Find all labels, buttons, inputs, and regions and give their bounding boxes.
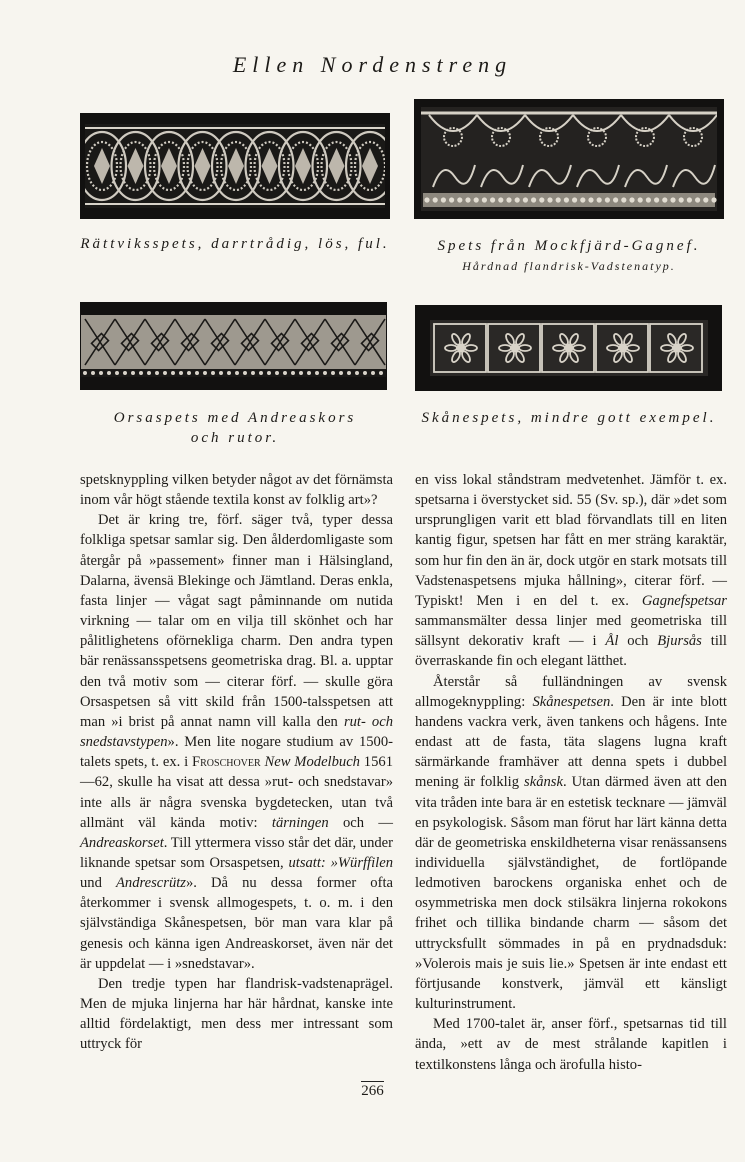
- caption-subtext: Hårdnad flandrisk-Vadstenatyp.: [462, 259, 676, 273]
- caption-text: Orsaspets med Andreaskors: [113, 410, 357, 426]
- lace-photo-rattvik: [80, 113, 390, 219]
- lace-pattern-flower-icon: [430, 320, 708, 376]
- text-column-right: [415, 470, 727, 1075]
- figure-caption: [404, 236, 734, 276]
- paragraph: en viss lokal ståndstram medvetenhet. Jämför t. ex. spetsarna i överstycket sid. 55 (Sv. sp.), där »det som ursprungligen varit ett blad förvandlats till en liten kantig figur, spetsen har fått en mer sträng karaktär, som hur fin den än är, dock utgör en stark motsats till Vadstenaspetsens mjuka hållning», citerar förf. — Typiskt! Men i en del t. ex. Gagnefspetsar sammansmälter dessa linjer med geometriska till sällsynt dekorativ kraft — i Ål och Bjursås till överraskande fin och elegant lätthet.: [415, 472, 727, 670]
- lace-pattern-flemish-icon: [421, 107, 717, 211]
- lace-photo-gagnef: [414, 99, 724, 219]
- paragraph: Det är kring tre, förf. säger två, typer dessa folkliga spetsar samlar sig. Den ålderdomligaste som återgår på »passement» finner man i Hälsingland, Dalarna, ävensä Blekinge och Jämtland. Deras enkla, fasta linjer — vågat sagt påminnande om nutida virkning — talar om en vilja till skönhet och har pålitlighetens oförnekliga charm. Den andra typen bär renässansspetsens geometriska drag. Bl. a. upptar den två motiv som — citerar förf. — skulle göra Orsaspetsen så vitt skild från 1500-talsspetsen att man »i brist på annat namn vill kalla den rut- och snedstavstypen». Men lite nogare studium av 1500-talets spets, t. ex. i Froschover New Modelbuch 1561—62, skulle ha visat att dessa »rut- och snedstavar» inte alls är några svenska bygdetecken, utan två allmänt väl kända motiv: tärningen och — Andreaskorset. Till yttermera visso står det där, under liknande spetsar som Orsaspetsen, utsatt: »Würffilen und Andrescrütz». Då nu dessa former ofta återkommer i svensk allmogespets, t. o. m. i den självständiga Skånespetsen, bör man vara klar på genesis och känna igen Andreaskorset, även när det är uppdelat — i »snedstavar».: [80, 512, 393, 972]
- figure-caption: [404, 408, 734, 428]
- lace-photo-orsa: [80, 302, 387, 390]
- lace-pattern-oval-icon: [85, 124, 385, 208]
- paragraph: spetsknyppling vilken betyder något av det förnämsta inom vår högt stående textila konst av folklig art»?: [80, 472, 393, 509]
- running-header: Ellen Nordenstreng: [232, 52, 513, 77]
- caption-text: Skånespets, mindre gott exempel.: [421, 410, 717, 426]
- text-column-left: [80, 470, 393, 1055]
- lace-photo-skane: [415, 305, 722, 391]
- caption-text: Rättviksspets, darrtrådig, lös, ful.: [80, 236, 390, 252]
- caption-text: Spets från Mockfjärd-Gagnef.: [437, 238, 701, 254]
- lace-pattern-cross-icon: [81, 315, 386, 377]
- caption-subtext: och rutor.: [190, 430, 280, 446]
- paragraph: Återstår så fulländningen av svensk allmogeknyppling: Skånespetsen. Den är inte blott handens vackra verk, även tankens och hågens. Inte endast att de fasta, täta slagens lugna kraft särmärkande framhäver att denna spets i dubbel mening är folklig skånsk. Utan därmed även att den vita tråden inte bara är en estetisk tecknare — jämväl en psykologisk. Såsom man förut har lärt känna detta där de geometriska enskildheterna visar renässansens individuella självständighet, de fortlöpande ledmotiven barockens organiska enhet och de osymmetriska men dock stilsäkra linjerna rokokons frihet och tillika bindande charm — såsom det uttrycksfullt sömmades in på en prydnadsduk: »Volerois mais je suis lie.» Spetsen är inte endast ett förtjusande konstverk, jämväl ett känsligt kulturinstrument.: [415, 673, 727, 1013]
- page-number: 266: [361, 1083, 384, 1099]
- figure-caption: [70, 234, 400, 254]
- figure-caption: [70, 408, 400, 448]
- paragraph: Med 1700-talet är, anser förf., spetsarnas tid till ända, »ett av de mest strålande kapitlen i textilkonstens långa och ärofulla histo-: [415, 1016, 727, 1073]
- paragraph: Den tredje typen har flandrisk-vadstenaprägel. Men de mjuka linjerna har här hårdnat, kanske inte alltid fördelaktigt, men dess mer intressant som uttryck för: [80, 975, 393, 1053]
